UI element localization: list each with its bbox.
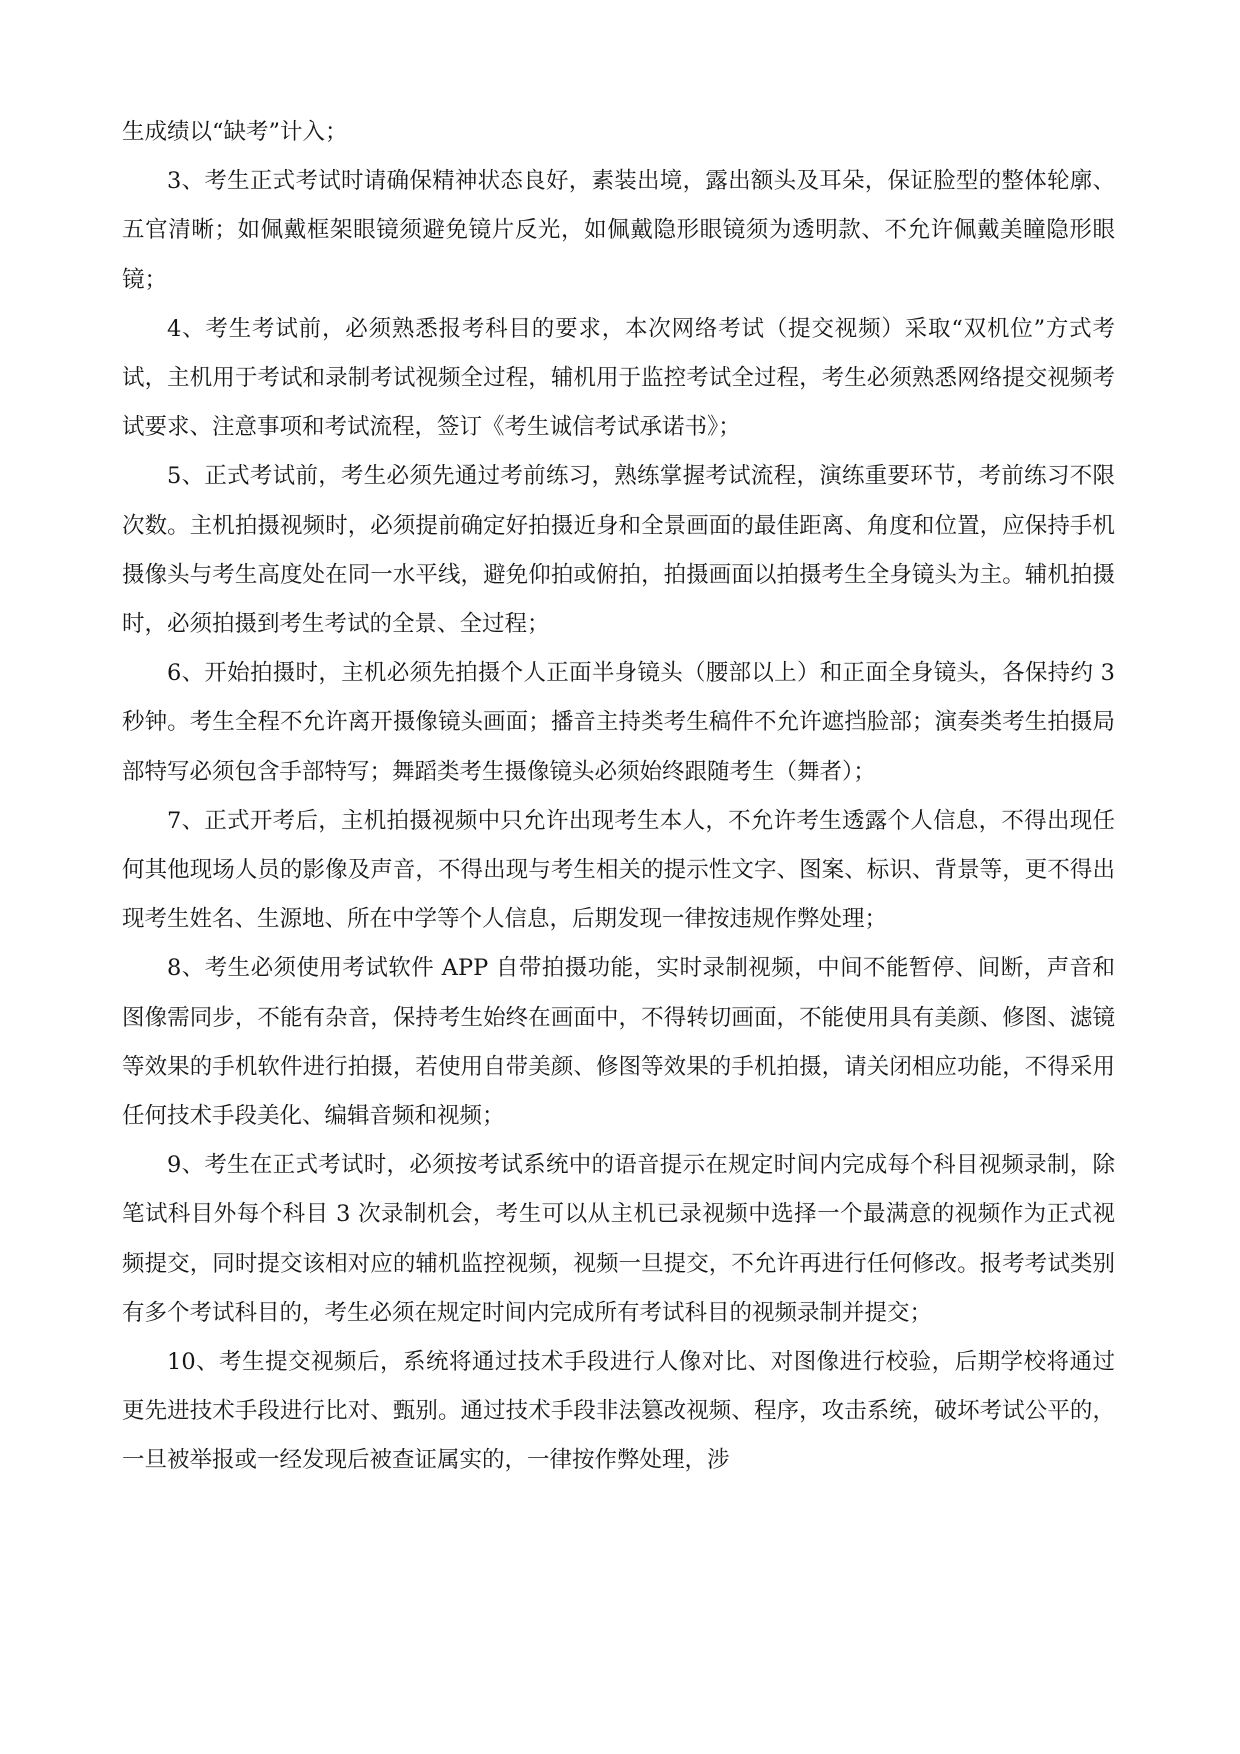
paragraph-item-7: 7、正式开考后，主机拍摄视频中只允许出现考生本人，不允许考生透露个人信息，不得出现任何其他现场人员的影像及声音，不得出现与考生相关的提示性文字、图案、标识、背景等，更不得出现考生姓名、生源地、所在中学等个人信息，后期发现一律按违规作弊处理； [122, 807, 1115, 933]
paragraph-continuation: 生成绩以“缺考”计入； [122, 119, 348, 145]
paragraph-item-3: 3、考生正式考试时请确保精神状态良好，素装出境，露出额头及耳朵，保证脸型的整体轮廓、五官清晰；如佩戴框架眼镜须避免镜片反光，如佩戴隐形眼镜须为透明款、不允许佩戴美瞳隐形眼镜； [122, 168, 1115, 293]
paragraph-item-8: 8、考生必须使用考试软件 APP 自带拍摄功能，实时录制视频，中间不能暂停、间断，声音和图像需同步，不能有杂音，保持考生始终在画面中，不得转切画面，不能使用具有美颜、修图、滤镜等效果的手机软件进行拍摄，若使用自带美颜、修图等效果的手机拍摄，请关闭相应功能，不得采用任何技术手段美化、编辑音频和视频； [122, 955, 1115, 1130]
paragraph-item-6: 6、开始拍摄时，主机必须先拍摄个人正面半身镜头（腰部以上）和正面全身镜头，各保持约 3 秒钟。考生全程不允许离开摄像镜头画面；播音主持类考生稿件不允许遮挡脸部；演奏类考生拍摄局部特写必须包含手部特写；舞蹈类考生摄像镜头必须始终跟随考生（舞者）； [122, 660, 1115, 785]
paragraph-item-5: 5、正式考试前，考生必须先通过考前练习，熟练掌握考试流程，演练重要环节，考前练习不限次数。主机拍摄视频时，必须提前确定好拍摄近身和全景画面的最佳距离、角度和位置，应保持手机摄像头与考生高度处在同一水平线，避免仰拍或俯拍，拍摄画面以拍摄考生全身镜头为主。辅机拍摄时，必须拍摄到考生考试的全景、全过程； [122, 463, 1115, 638]
paragraph-item-4: 4、考生考试前，必须熟悉报考科目的要求，本次网络考试（提交视频）采取“双机位”方式考试，主机用于考试和录制考试视频全过程，辅机用于监控考试全过程，考生必须熟悉网络提交视频考试要求、注意事项和考试流程，签订《考生诚信考试承诺书》； [122, 315, 1115, 441]
paragraph-item-10: 10、考生提交视频后，系统将通过技术手段进行人像对比、对图像进行校验，后期学校将通过更先进技术手段进行比对、甄别。通过技术手段非法篡改视频、程序，攻击系统，破坏考试公平的，一旦被举报或一经发现后被查证属实的，一律按作弊处理，涉 [122, 1349, 1115, 1474]
paragraph-item-9: 9、考生在正式考试时，必须按考试系统中的语音提示在规定时间内完成每个科目视频录制，除笔试科目外每个科目 3 次录制机会，考生可以从主机已录视频中选择一个最满意的视频作为正式视频提交，同时提交该相对应的辅机监控视频，视频一旦提交，不允许再进行任何修改。报考考试类别有多个考试科目的，考生必须在规定时间内完成所有考试科目的视频录制并提交； [122, 1152, 1115, 1326]
